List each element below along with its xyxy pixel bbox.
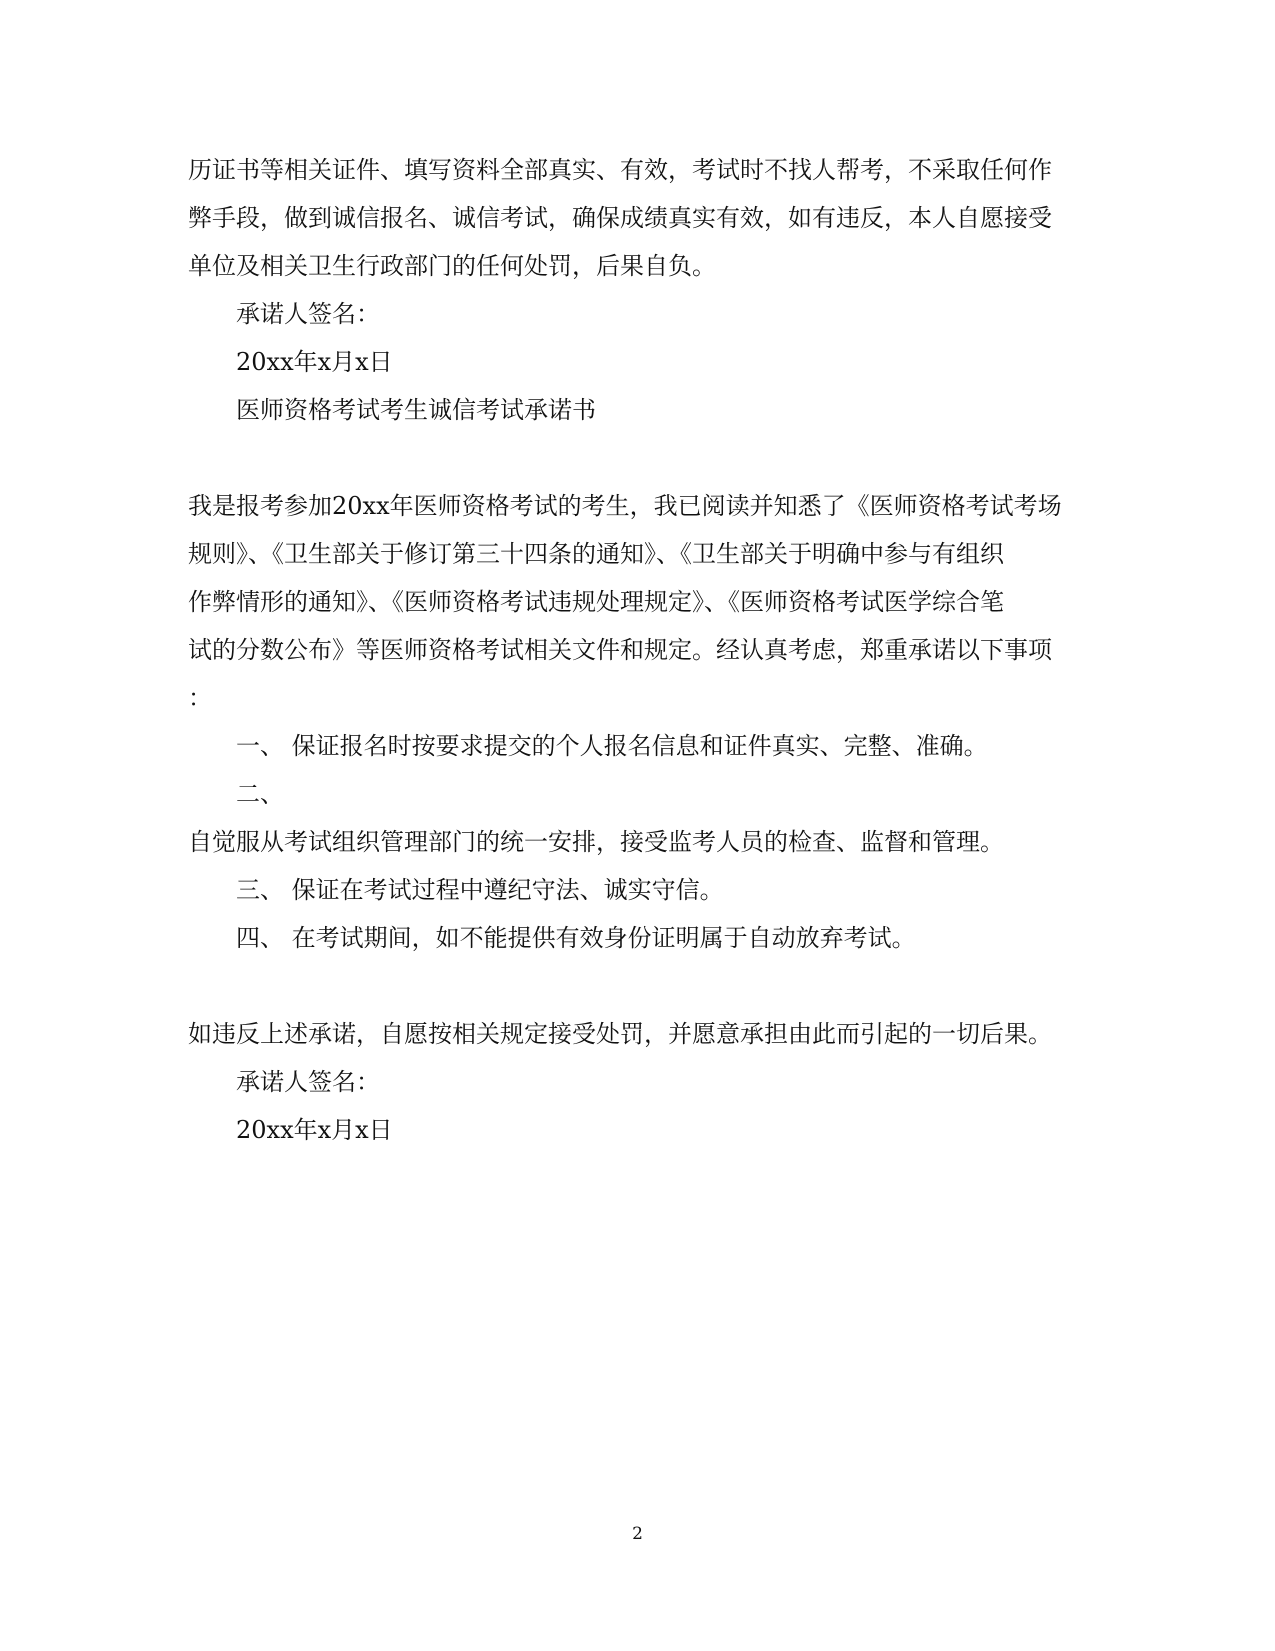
signature-date: 20xx年x月x日 [236,348,393,376]
commitment-item-4: 四、 在考试期间，如不能提供有效身份证明属于自动放弃考试。 [236,924,916,952]
page-number: 2 [632,1524,643,1544]
signature-date: 20xx年x月x日 [236,1116,393,1144]
closing-statement: 如违反上述承诺，自愿按相关规定接受处罚，并愿意承担由此而引起的一切后果。 [188,1020,1052,1048]
commitment-item-2-marker: 二、 [236,780,284,808]
commitment-item-2-text: 自觉服从考试组织管理部门的统一安排，接受监考人员的检查、监督和管理。 [188,828,1004,856]
paragraph-line: 单位及相关卫生行政部门的任何处罚，后果自负。 [188,252,716,280]
commitment-item-1: 一、 保证报名时按要求提交的个人报名信息和证件真实、完整、准确。 [236,732,988,760]
paragraph-line: 我是报考参加20xx年医师资格考试的考生，我已阅读并知悉了《医师资格考试考场 [188,492,1062,520]
commitment-item-3: 三、 保证在考试过程中遵纪守法、诚实守信。 [236,876,724,904]
paragraph-line: 弊手段，做到诚信报名、诚信考试，确保成绩真实有效，如有违反，本人自愿接受 [188,204,1052,232]
paragraph-line: 作弊情形的通知》、《医师资格考试违规处理规定》、《医师资格考试医学综合笔 [188,588,1004,616]
paragraph-line: 规则》、《卫生部关于修订第三十四条的通知》、《卫生部关于明确中参与有组织 [188,540,1004,568]
signature-label: 承诺人签名： [236,300,380,328]
paragraph-line: 试的分数公布》等医师资格考试相关文件和规定。经认真考虑，郑重承诺以下事项 [188,636,1052,664]
paragraph-line: ： [188,684,212,712]
document-title: 医师资格考试考生诚信考试承诺书 [236,396,596,424]
paragraph-line: 历证书等相关证件、填写资料全部真实、有效，考试时不找人帮考，不采取任何作 [188,156,1052,184]
signature-label: 承诺人签名： [236,1068,380,1096]
